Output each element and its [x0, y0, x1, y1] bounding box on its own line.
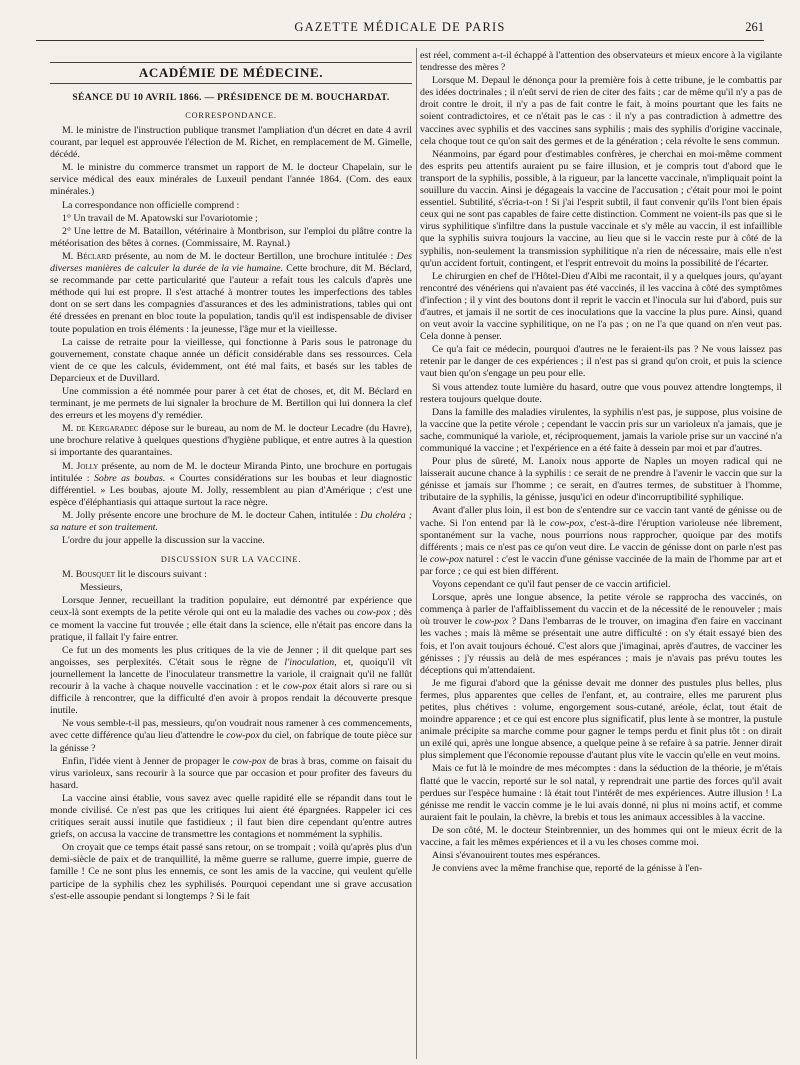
term: cow-pox — [356, 607, 391, 619]
work-title: Sobre as boubas. — [93, 472, 166, 484]
paragraph: Néanmoins, par égard pour d'estimables confrères, je cherchai en moi-même comment des esprits peu attentifs auraient pu se faire illusion, et je compris tout d'abord que le transport de la syphilis, possible, à la rigueur, par la lancette vaccinale, n'impliquait point la souillure du vaccin. Ainsi je dégageais la vaccine de l'accusation ; c'était pour moi le point essentiel. Subtilité, s'écria-t-on ! Si j'ai l'esprit subtil, il faut convenir qu'ils l'ont bien épais ceux qui ne sont pas capables de faire cette distinction. Comment ne voient-ils pas que si le virus syphilitique s'infiltre dans la pustule vaccinale et s'y mêle au vaccin, il est infaillible que la syphilis suivra toujours la vaccine, au lieu que si le vaccin reste pur à côté de la syphilis, non-seulement la transmission syphilitique n'a rien de nécessaire, mais elle n'est qu'un accident fortuit, contingent, et l'esprit entrevoit du moins la possibilité de l'écarter. — [420, 148, 782, 269]
text-run: M. Jolly présente encore une brochure de M. le docteur Cahen, intitulée : — [62, 509, 361, 521]
text-run: Lorsque Jenner, recueillant la tradition populaire, eut démontré par expérience que ceux-là sont exempts de la petite vérole qui ont eu la maladie des vaches ou — [50, 595, 412, 619]
paragraph: L'ordre du jour appelle la discussion sur la vaccine. — [62, 535, 265, 547]
text-run: naturel : c'est le vaccin d'une génisse vaccinée de la main de l'homme par art et par force ; ce qui est bien différent. — [420, 553, 782, 577]
text-run: dépose sur le bureau, au nom de M. le docteur Lecadre (du Havre), une brochure relative à quelques questions d'hygiène publique, et entre autres à la question si importante des quarantaines. — [50, 423, 412, 459]
term: l'inoculation — [284, 656, 335, 668]
paragraph: Si vous attendez toute lumière du hasard, outre que vous pouvez attendre longtemps, il restera toujours quelque doute. — [420, 381, 782, 405]
paragraph — [50, 423, 412, 459]
paragraph: Je me figurai d'abord que la génisse devait me donner des pustules plus belles, plus fermes, plus apparentes que celles de l'enfant, et, au contraire, elles me parurent plus petites, plus chétives : volume, engorgement sous-cutané, aréole, éclat, tout était de moindre apparence ; et ce qui est encore plus significatif, plus lente à se montrer, la pustule animale précipite sa marche comme pour gagner le temps perdu et finit plus tôt : on dirait un exilé qui, après une longue absence, a quelque peine à se refaire à sa patrie. Jenner dirait plus simplement que l'économie repousse d'autant plus vite le vaccin qu'elle en veut moins. — [420, 677, 782, 762]
session-heading: SÉANCE DU 10 AVRIL 1866. — PRÉSIDENCE DE M. BOUCHARDAT. — [72, 92, 390, 103]
term: cow-pox — [226, 730, 260, 742]
paragraph: Ce qu'a fait ce médecin, pourquoi d'autres ne le feraient-ils pas ? Ne vous laissez pas retenir par le danger de ces expériences ; il n'est pas si grand qu'on croit, et puis la science vaut bien qu'on s'engage un peu pour elle. — [420, 344, 782, 380]
paragraph: est réel, comment a-t-il échappé à l'attention des observateurs et mieux encore à la vigilante tendresse des mères ? — [420, 50, 782, 74]
journal-title: GAZETTE MÉDICALE DE PARIS — [294, 20, 506, 34]
text-run: Avant d'aller plus loin, il est bon de s'entendre sur ce vaccin tant vanté de génisse ou de vache. Si l'on entend par là le — [420, 505, 782, 529]
paragraph: La correspondance non officielle comprend : — [62, 199, 240, 211]
section-title: ACADÉMIE DE MÉDECINE. — [50, 62, 412, 84]
speaker-name: M. de Kergaradec — [62, 423, 139, 435]
text-run: ? Dans l'embarras de le trouver, on imagina d'en faire en vaccinant les vaches ; mais là même se présentait une autre difficulté : on s'y était essayé bien des fois, et l'on avait toujours échoué. C'est alors que j'imaginai, après d'autres, de vacciner les génisses ; j'y réussis au delà de mes espérances ; mais je n'avais pas prévu toutes les déceptions qui m'attendaient. — [420, 616, 782, 676]
paragraph — [50, 510, 412, 534]
paragraph: 1° Un travail de M. Apatowski sur l'ovariotomie ; — [62, 212, 258, 224]
right-column — [420, 50, 782, 1059]
speaker-name: M. Jolly — [62, 460, 99, 472]
text-run: Lorsque, après une longue absence, la petite vérole se rapprocha des vaccinés, on commença à parler de l'affaiblissement du vaccin et de la nécessité de le renouveler ; mais où trouver le — [420, 592, 782, 628]
term: cow-pox — [550, 517, 584, 529]
paragraph — [50, 718, 412, 754]
paragraph: Je conviens avec la même franchise que, reporté de la génisse à l'en- — [432, 863, 703, 875]
paragraph: Voyons cependant ce qu'il faut penser de ce vaccin artificiel. — [432, 579, 671, 591]
text-run: de bras à bras, comme on faisait du virus varioleux, sans recourir à la source que par occasion et pour profiter des faveurs du hasard. — [50, 755, 412, 791]
paragraph: Lorsque M. Depaul le dénonça pour la première fois à cette tribune, je le combattis par des idées doctrinales ; il n'eût servi de rien de citer des faits ; car de même qu'il n'y a pas de droit contre le droit, il n'y a pas de fait contre le fait, à moins pourtant que les faits ne soient contradictoires, et ce n'était pas le cas : il n'y a pas contradiction à admettre des vaccines avec syphilis et des vaccines sans syphilis ; mais des syphilis d'origine vaccinale, cela choque tout ce qu'on sait des germes et de la génération ; cela révolte le sens commun. — [420, 75, 782, 147]
text-run: ; dès ce moment la vaccine fut trouvée ; elle était dans la science, elle n'était pas encore dans la pratique, il fallait l'y faire entrer. — [50, 607, 412, 643]
text-run: présente, au nom de M. le docteur Bertillon, une brochure intitulée : — [111, 250, 397, 262]
paragraph: Le chirurgien en chef de l'Hôtel-Dieu d'Albi me racontait, il y a quelques jours, qu'ayant rencontré des vénériens qui n'avaient pas été vaccinés, il les vaccina à côté des symptômes d'infection ; il y vint des boutons dont il reprit le vaccin et l'inocula sur lui d'abord, puis sur d'autres, et jamais il ne sortit de ces inoculations que la vaccine la plus pure. Ainsi, quand on veut avoir la vaccine syphilitique, on ne l'a pas ; on ne l'a que quand on n'en veut pas. Cela donne à penser. — [420, 270, 782, 343]
column-divider — [416, 48, 417, 1059]
text-run: présente, au nom de M. le docteur Miranda Pinto, une brochure en portugais intitulée : — [50, 460, 412, 484]
paragraph — [50, 645, 412, 718]
page-number: 261 — [745, 20, 764, 34]
text-run: , et, quoiqu'il vît journellement la lancette de l'inoculateur transmettre la variole, il craignait qu'il ne fallût recourir à la vache à chaque nouvelle vaccination : et le — [50, 656, 412, 693]
paragraph: M. le ministre de l'instruction publique transmet l'ampliation d'un décret en date 4 avril courant, par lequel est approuvée l'élection de M. Richet, en remplacement de M. Gimelle, décédé. — [50, 125, 412, 161]
paragraph: Pour plus de sûreté, M. Lanoix nous apporte de Naples un moyen radical qui ne laisserait aucune chance à la syphilis : ce serait de ne prendre à l'avenir le vaccin que sur la génisse et jamais sur l'homme ; ce serait, en d'autres termes, de substituer à l'homme, tributaire de la syphilis, la génisse, jusqu'ici en odeur d'incorruptibilité syphilique. — [420, 456, 782, 504]
correspondance-heading: CORRESPONDANCE. — [185, 111, 277, 120]
paragraph: 2° Une lettre de M. Bataillon, vétérinaire à Montbrison, sur l'emploi du plâtre contre la météorisation des bêtes à cornes. (Commissaire, M. Raynal.) — [50, 225, 412, 249]
term: cow-pox — [429, 553, 464, 565]
paragraph — [50, 595, 412, 643]
text-run: était alors si rare ou si difficile à rencontrer, que la difficulté d'en avoir à propos rendait la découverte presque inutile. — [50, 681, 412, 717]
text-run: du ciel, on fabrique de toute pièce sur la génisse ? — [50, 730, 412, 754]
text-run: Cette brochure, dit M. Béclard, se recommande par cette particularité que l'auteur a refait tous les calculs d'après une méthode qui lui est propre. Il s'est attaché à montrer toutes les imperfections des tables dont on se sert dans les compagnies d'assurances et des les administrations, tables qui ont été dressées en prenant en bloc toute la population, tandis qu'il est indispensable de diviser toute population en trois éléments : la jeunesse, l'âge mur et la vieillesse. — [50, 263, 412, 335]
discussion-heading: DISCUSSION SUR LA VACCINE. — [160, 555, 302, 565]
term: cow-pox — [283, 681, 317, 693]
speaker-name: M. Bousquet — [62, 569, 115, 581]
salutation: Messieurs, — [80, 582, 123, 594]
paragraph — [50, 569, 412, 581]
work-title: Des diverses manières de calculer la durée de la vie humaine. — [50, 250, 412, 275]
term: cow-pox — [232, 755, 267, 767]
work-title: Du choléra ; sa nature et son traitement. — [50, 509, 412, 533]
term: cow-pox — [475, 616, 509, 628]
paragraph — [50, 756, 412, 792]
paragraph: De son côté, M. le docteur Steinbrennier, un des hommes qui ont le mieux écrit de la vaccine, a fait les mêmes expériences et il a vu les choses comme moi. — [420, 824, 782, 848]
page-header — [36, 18, 764, 41]
paragraph: Mais ce fut là le moindre de mes mécomptes : dans la séduction de la théorie, je m'étais flatté que le vaccin, reporté sur le sol natal, y reprendrait une partie des forces qu'il avait perdues sur l'espèce humaine : là était tout l'intérêt de mes expériences. Autre illusion ! La génisse me rendit le vaccin comme je le lui avais donné, ni plus ni moins actif, et comme auraient fait le poulain, la chèvre, la brebis et tous les animaux accessibles à la vaccine. — [420, 763, 782, 823]
text-run: , c'est-à-dire l'éruption varioleuse née librement, spontanément sur la vache, nous pourrions nous rapprocher, quoique par des motifs différents ; mais ce n'est pas ce qu'on veut dire. Le vaccin de génisse dont on parle n'est pas le — [420, 517, 782, 565]
paragraph: On croyait que ce temps était passé sans retour, on se trompait ; voilà qu'après plus d'un demi-siècle de paix et de tranquillité, la même guerre se rallume, guerre impie, guerre de famille ! Ce ne sont plus les ennemis, ce sont les amis de la vaccine, qui veulent qu'elle participe de la syphilis chez les syphilisés. Pourquoi cependant une si grave accusation s'est-elle assoupie pendant si longtemps ? Si le fait — [50, 842, 412, 902]
left-column — [50, 50, 412, 1059]
paragraph: Dans la famille des maladies virulentes, la syphilis n'est pas, je suppose, plus voisine de la vaccine que la petite vérole ; cependant le vaccin pris sur un varioleux n'a jamais, que je sache, communiqué la variole, et, réciproquement, jamais la variole prise sur un vacciné n'a communiqué la vaccine ; et l'expérience en a été faite à dessein par moi et par d'autres. — [420, 406, 782, 454]
paragraph: La vaccine ainsi établie, vous savez avec quelle rapidité elle se répandit dans tout le monde civilisé. Ce n'est pas que les critiques lui aient été épargnées. Rappeler ici ces critiques serait aussi inutile que fastidieux ; il faut bien dire cependant qu'entre autres griefs, on accusa la vaccine de transmettre les contagions et nommément la syphilis. — [50, 792, 412, 841]
paragraph: Ainsi s'évanouirent toutes mes espérances. — [432, 850, 601, 862]
paragraph: Une commission a été nommée pour parer à cet état de choses, et, dit M. Béclard en terminant, je me permets de lui signaler la brochure de M. Bertillon qui lui donnera la clef des erreurs et les moyens d'y remédier. — [50, 385, 412, 422]
text-run: lit le discours suivant : — [114, 569, 207, 581]
text-run: Ne vous semble-t-il pas, messieurs, qu'on voudrait nous ramener à ces commencements, avec cette différence qu'au lieu d'attendre le — [50, 718, 412, 742]
text-run: « Courtes considérations sur les boubas et leur diagnostic différentiel. » Les boubas, ajoute M. Jolly, ressemblent au pian d'Amérique ; c'est une espèce d'éléphantiasis qui attaque surtout la race nègre. — [50, 472, 412, 508]
text-run: Enfin, l'idée vient à Jenner de propager le — [62, 755, 233, 767]
paragraph — [420, 592, 782, 677]
text-run: Ce fut un des moments les plus critiques de la vie de Jenner ; il dit quelque part ses angoisses, ses perplexités. C'était sous le règne de — [50, 644, 412, 668]
speaker-name: M. Béclard — [62, 250, 112, 262]
paragraph — [50, 251, 412, 336]
paragraph — [420, 505, 782, 578]
paragraph: La caisse de retraite pour la vieillesse, qui fonctionne à Paris sous le patronage du gouvernement, constate chaque année un déficit considérable dans ses ressources. Cela vient de ce que les calculs, évidemment, ont été mal faits, et basés sur les tables de Deparcieux et de Duvillard. — [50, 336, 412, 384]
paragraph — [50, 461, 412, 509]
paragraph: M. le ministre du commerce transmet un rapport de M. le docteur Chapelain, sur le service médical des eaux minérales de Luxeuil pendant l'année 1864. (Com. des eaux minérales.) — [50, 162, 412, 198]
